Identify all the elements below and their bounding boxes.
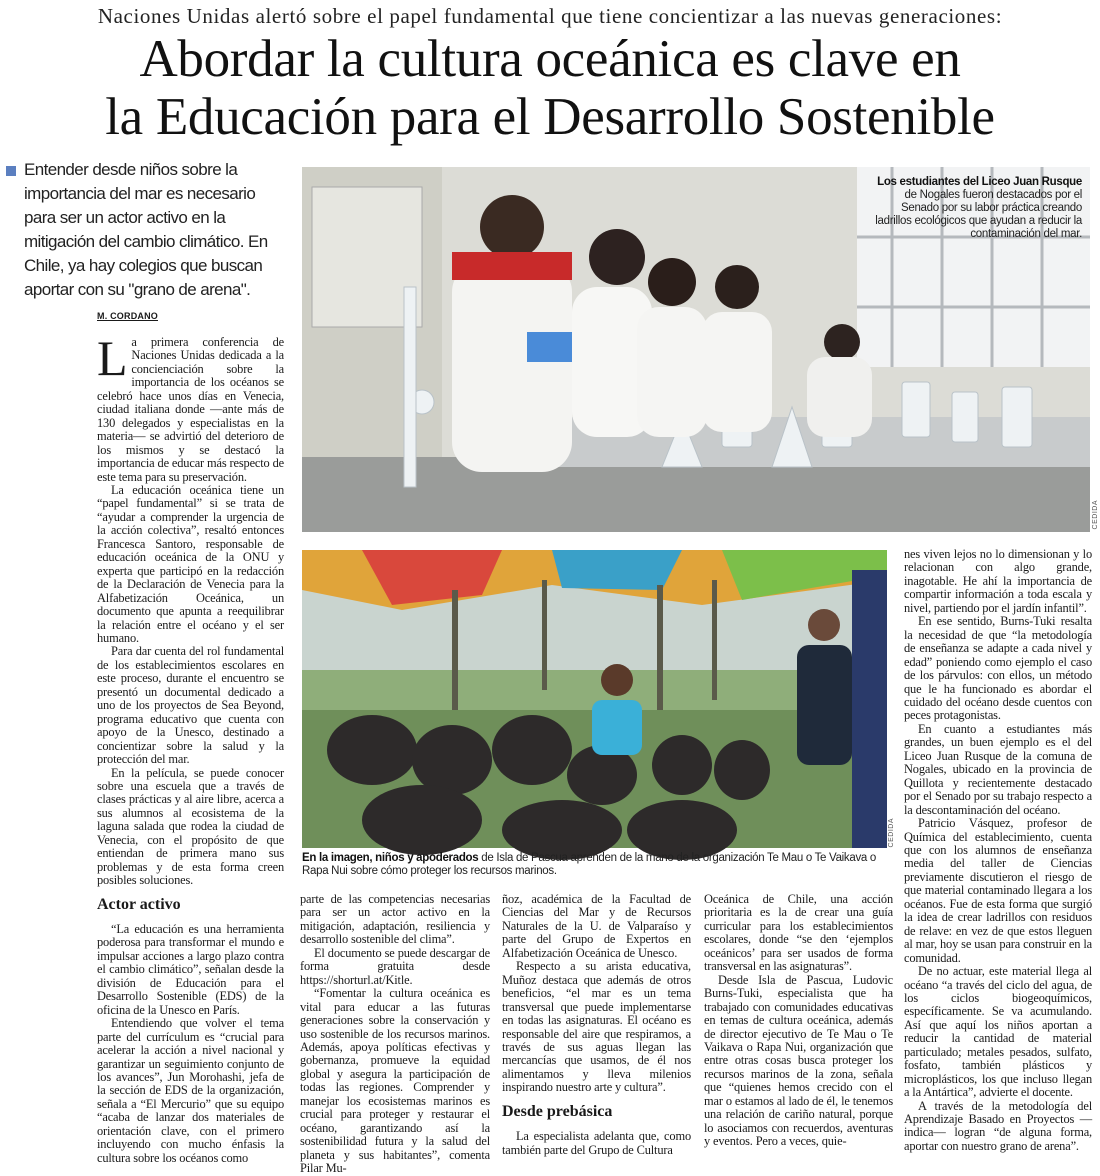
paragraph: La especialista adelanta que, como también parte del Grupo de Cultura xyxy=(502,1129,691,1157)
byline: M. CORDANO xyxy=(97,311,158,321)
headline-line-2: la Educación para el Desarrollo Sostenible xyxy=(105,88,995,146)
paragraph: En ese sentido, Burns-Tuki resalta la necesidad de que “la metodología de enseñanza se adapte a cada nivel y edad” poniendo como ejemplo el caso de los párvulos: con ellos, un método que le ha funcionado es abordar el cuidado del océano desde cuentos con peces protagonistas. xyxy=(904,614,1092,723)
paragraph: ñoz, académica de la Facultad de Ciencias del Mar y de Recursos Naturales de la U. de Valparaíso y parte del Grupo de Expertos en Alfabetización Oceánica de Unesco. xyxy=(502,892,691,960)
subheading: Desde prebásica xyxy=(502,1102,613,1120)
article-column-2 xyxy=(300,892,490,1176)
headline-line-1: Abordar la cultura oceánica es clave en xyxy=(139,30,961,88)
caption-text: de Isla de Pascua aprenden de la mano de la organización Te Mau o Te Vaikava o Rapa Nui sobre cómo proteger los recursos marinos. xyxy=(302,852,876,877)
paragraph: Para dar cuenta del rol fundamental de los establecimientos escolares en este proceso, durante el encuentro se presentó un documental dedicado a uno de los proyectos de Sea Beyond, programa educativo que cuenta con apoyo de la Unesco, destinado a concientizar sobre la salud y la protección del mar. xyxy=(97,644,284,767)
drop-cap: L xyxy=(97,330,128,386)
caption-bold: Los estudiantes del Liceo Juan Rusque xyxy=(877,176,1082,188)
paragraph: A través de la metodología del Aprendizaje Basado en Proyectos —indica— logran “de alguna forma, aportar con nuestro grano de arena”. xyxy=(904,1098,1092,1153)
paragraph: Oceánica de Chile, una acción prioritaria es la de crear una guía curricular para los establecimientos escolares, donde “se den ‘ejemplos oceánicos’ para ser usados de forma transversal en las asignaturas”. xyxy=(704,892,893,974)
paragraph: De no actuar, este material llega al océano “a través del ciclo del agua, de los ciclos biogeoquímicos, específicamente. Se va acumulando. Así que aquí los niños aportan a reducir la cantidad de material particulado; metales pesados, sulfato, fosfato, también plásticos y microplásticos, los que incluso llegan a la Antártica”, advierte el docente. xyxy=(904,964,1092,1100)
bullet-square-icon xyxy=(6,166,16,176)
caption-text: de Nogales fueron destacados por el Senado por su labor práctica creando ladrillos ecológicos que ayudan a reducir la contaminación del mar. xyxy=(875,189,1082,240)
photo-credit: CEDIDA xyxy=(1092,500,1099,530)
paragraph-text: a primera conferencia de Naciones Unidas dedicada a la concienciación sobre la importancia de los océanos se celebró hace unos días en Venecia, ciudad italiana donde —ante más de 130 delegados y especialistas en la materia— se advirtió del deterioro de los mismos y se destacó la importancia de educar más respecto de este tema para su preservación. xyxy=(97,335,284,484)
article-column-3 xyxy=(502,893,691,1162)
paragraph: Respecto a su arista educativa, Muñoz destaca que además de otros beneficios, “el mar es un tema transversal que puede implementarse en todas las asignaturas. El océano es responsable del aire que respiramos, a través de sus aguas llegan las mercancías que usamos, de él nos alimentamos y lleva milenios inspirando nuestro arte y cultura”. xyxy=(502,959,691,1095)
subheading: Actor activo xyxy=(97,895,181,913)
photo-lab-caption xyxy=(867,176,1082,241)
kicker: Naciones Unidas alertó sobre el papel fundamental que tiene concientizar a las nuevas generaciones: xyxy=(97,4,1003,28)
article-column-5 xyxy=(904,548,1092,1162)
article-column-4 xyxy=(704,893,893,1162)
lead-paragraph xyxy=(6,158,288,302)
paragraph: “La educación es una herramienta poderosa para transformar el mundo e impulsar acciones a largo plazo contra el cambio climático”, señalan desde la división de Educación para el Desarrollo Sostenible (EDS) de la oficina de la Unesco en París. xyxy=(97,922,284,1017)
paragraph: Entendiendo que volver el tema parte del currículum es “crucial para acelerar la acción a nivel nacional y garantizar un seguimiento conjunto de los avances”, Jun Morohashi, jefa de la sección de EDS de la organización, señala a “El Mercurio” que su equipo “acaba de lanzar dos materiales de orientación clave, con el primero incluyendo con mucho énfasis la cultura sobre los océanos como xyxy=(97,1016,284,1165)
paragraph xyxy=(97,330,284,484)
paragraph: Desde Isla de Pascua, Ludovic Burns-Tuki, especialista que ha trabajado con comunidades educativas en temas de cultura oceánica, además de director ejecutivo de Te Mau o Te Vaikava o Rapa Nui, organización que entre otras cosas busca proteger los recursos marinos de la zona, señala que “quienes hemos crecido con el mar o estamos al lado de él, le tenemos una relación de cariño natural, porque lo asociamos con recuerdos, aventuras y eventos. Pero a veces, quie- xyxy=(704,972,893,1149)
photo-credit: CEDIDA xyxy=(888,818,895,848)
paragraph: Patricio Vásquez, profesor de Química del establecimiento, cuenta que con los alumnos de enseñanza media del taller de Ciencias previamente discutieron el riesgo de que material contaminado llegara a los océanos. Fue de esta forma que surgió la idea de crear ladrillos con residuos de relave: en vez de que estos lleguen al mar, hoy se usan para construir en la comunidad. xyxy=(904,816,1092,965)
photo-isla-de-pascua xyxy=(302,550,887,848)
paragraph: En cuanto a estudiantes más grandes, un buen ejemplo es el del Liceo Juan Rusque de la comuna de Nogales, ubicado en la provincia de Quillota y recientemente destacado por el Senado por su trabajo respecto a la descontaminación del océano. xyxy=(904,721,1092,817)
paragraph: El documento se puede descargar de forma gratuita desde https://shorturl.at/Kitle. xyxy=(300,945,490,987)
article-column-1 xyxy=(97,330,284,1165)
paragraph: nes viven lejos no lo dimensionan y lo relacionan con algo grande, inagotable. He ahí la importancia de compartir información a toda escala y nivel, partiendo por el jardín infantil”. xyxy=(904,547,1092,615)
paragraph: parte de las competencias necesarias para ser un actor activo en la mitigación, adaptación, resiliencia y desarrollo sostenible del clima”. xyxy=(300,892,490,947)
caption-bold: En la imagen, niños y apoderados xyxy=(302,852,479,864)
lead-text: Entender desde niños sobre la importancia del mar es necesario para ser un actor activo en la mitigación del cambio climático. En Chile, ya hay colegios que buscan aportar con su "grano de arena". xyxy=(24,160,268,299)
photo-isla-caption xyxy=(302,852,892,878)
paragraph: En la película, se puede conocer sobre una escuela que a través de clases prácticas y al aire libre, acerca a sus alumnos al ecosistema de la laguna salada que rodea la ciudad de Venecia, con el propósito de que entiendan de primera mano sus problemas y de esta forma creen posibles soluciones. xyxy=(97,765,284,888)
headline xyxy=(0,30,1100,146)
paragraph: “Fomentar la cultura oceánica es vital para educar a las futuras generaciones sobre la conservación y uso sostenible de los recursos marinos. Además, apoya políticas efectivas y gobernanza, promueve la equidad global y asegura la participación de todas las regiones. Comprender y manejar los ecosistemas marinos es crucial para proteger y restaurar el océano, garantizando así la sostenibilidad futura y la salud del planeta y sus habitantes”, comenta Pilar Mu- xyxy=(300,986,490,1176)
paragraph: La educación oceánica tiene un “papel fundamental” si se trata de “ayudar a comprender la urgencia de la acción colectiva”, resaltó entonces Francesca Santoro, responsable de educación oceánica de la ONU y experta que participó en la redacción de la Declaración de Venecia para la Alfabetización Oceánica, un documento que apunta a reequilibrar la relación entre el océano y el ser humano. xyxy=(97,482,284,645)
